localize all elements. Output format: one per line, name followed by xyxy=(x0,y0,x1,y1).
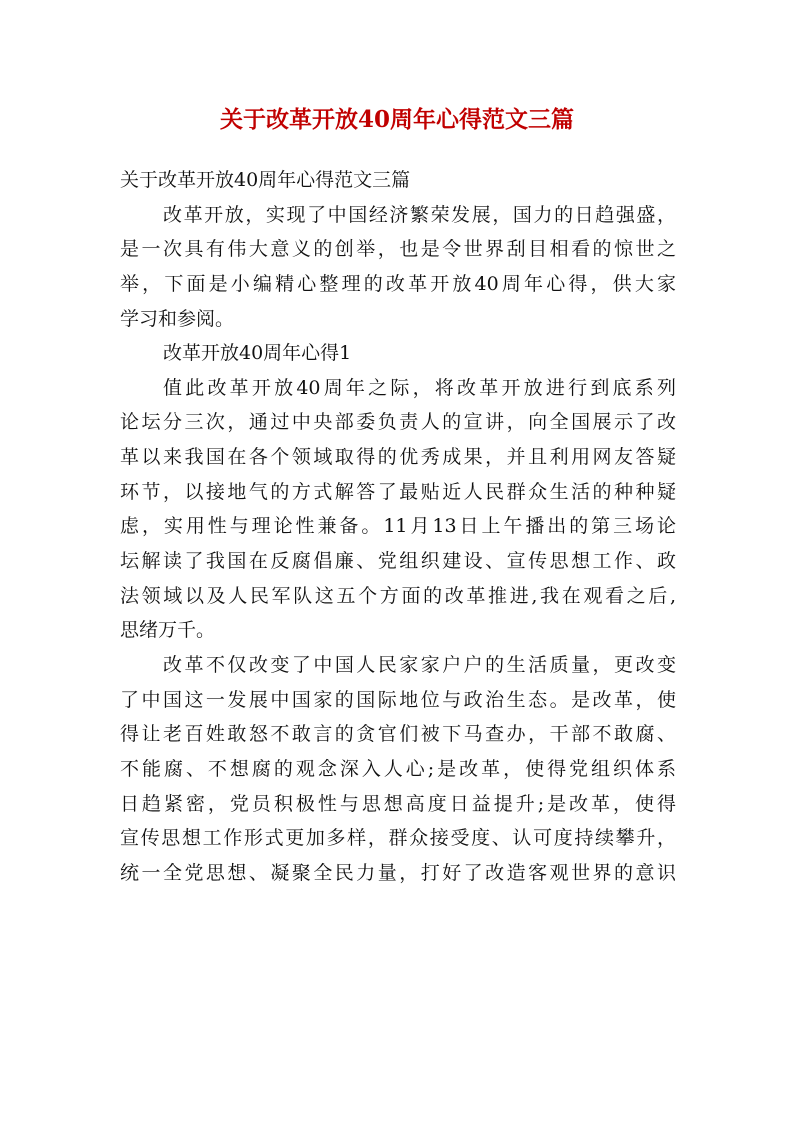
text-line: 虑，实用性与理论性兼备。11月13日上午播出的第三场论 xyxy=(120,515,676,538)
text-line: 得让老百姓敢怒不敢言的贪官们被下马查办，干部不敢腐、 xyxy=(120,723,676,746)
text-line: 坛解读了我国在反腐倡廉、党组织建设、宣传思想工作、政 xyxy=(120,550,676,573)
text-line: 改革开放，实现了中国经济繁荣发展，国力的日趋强盛， xyxy=(163,203,676,226)
text-line: 是一次具有伟大意义的创举，也是令世界刮目相看的惊世之 xyxy=(120,238,676,261)
text-line: 法领域以及人民军队这五个方面的改革推进,我在观看之后, xyxy=(120,584,676,607)
text-line: 学习和参阅。 xyxy=(120,307,235,330)
text-line: 环节，以接地气的方式解答了最贴近人民群众生活的种种疑 xyxy=(120,480,676,503)
text-line: 革以来我国在各个领域取得的优秀成果，并且利用网友答疑 xyxy=(120,446,676,469)
text-line: 日趋紧密，党员积极性与思想高度日益提升;是改革，使得 xyxy=(120,792,676,815)
text-line: 值此改革开放40周年之际，将改革开放进行到底系列 xyxy=(163,376,676,399)
text-line: 举，下面是小编精心整理的改革开放40周年心得，供大家 xyxy=(120,272,676,295)
text-line: 宣传思想工作形式更加多样，群众接受度、认可度持续攀升， xyxy=(120,827,676,850)
text-line: 了中国这一发展中国家的国际地位与政治生态。是改革，使 xyxy=(120,688,676,711)
document-body xyxy=(120,163,676,890)
text-line: 思绪万千。 xyxy=(120,619,216,642)
text-line: 统一全党思想、凝聚全民力量，打好了改造客观世界的意识 xyxy=(120,861,676,884)
text-line: 关于改革开放40周年心得范文三篇 xyxy=(120,169,411,191)
text-line: 改革不仅改变了中国人民家家户户的生活质量，更改变 xyxy=(163,653,676,676)
document-title: 关于改革开放40周年心得范文三篇 xyxy=(219,106,574,133)
text-line: 不能腐、不想腐的观念深入人心;是改革，使得党组织体系 xyxy=(120,757,676,780)
text-line: 改革开放40周年心得1 xyxy=(163,342,352,365)
text-line: 论坛分三次，通过中央部委负责人的宣讲，向全国展示了改 xyxy=(120,411,676,434)
